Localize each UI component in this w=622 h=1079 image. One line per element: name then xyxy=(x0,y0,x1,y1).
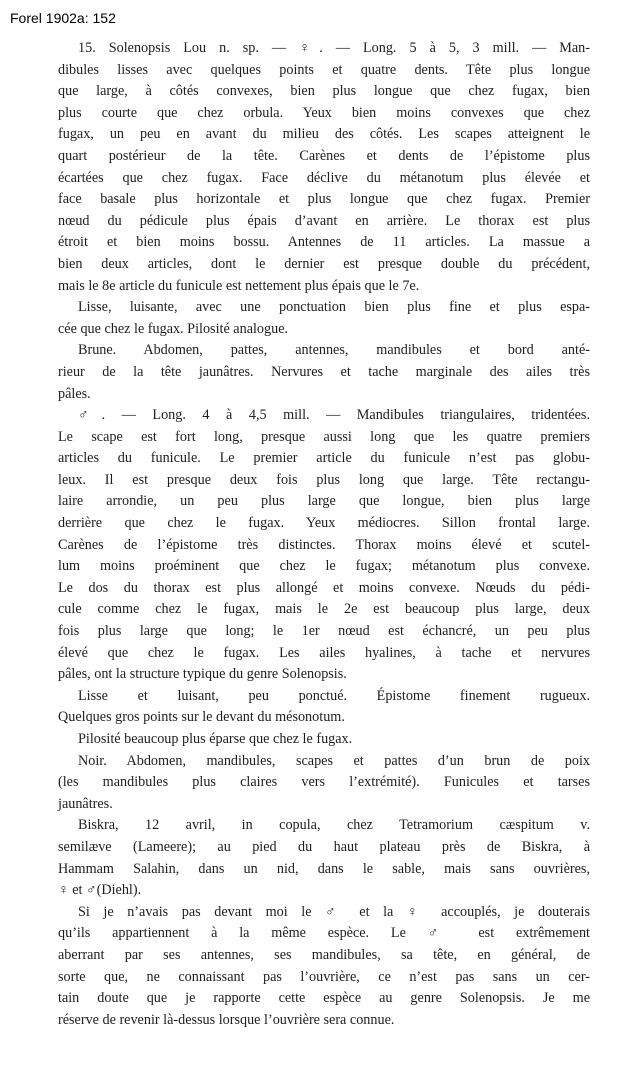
text-line: Le scape est fort long, presque aussi long que les quatre premiers xyxy=(58,428,590,445)
document-body xyxy=(58,38,590,1031)
text-line: écartées que chez fugax. Face déclive du métanotum plus élevée et xyxy=(58,169,590,186)
text-line: Biskra, 12 avril, in copula, chez Tetramorium cæspitum v. xyxy=(78,817,590,834)
text-line: laire arrondie, un peu plus large que longue, bien plus large xyxy=(58,493,590,510)
text-line: Si je n’avais pas devant moi le ♂ et la ♀ accouplés, je douterais xyxy=(78,903,590,920)
text-line: leux. Il est presque deux fois plus long que large. Tête rectangu- xyxy=(58,471,590,488)
text-line: qu’ils appartiennent à la même espèce. Le ♂ est extrêmement xyxy=(58,925,590,942)
text-line: réserve de revenir là-dessus lorsque l’ouvrière sera connue. xyxy=(58,1011,395,1028)
page-header: Forel 1902a: 152 xyxy=(10,10,116,26)
text-line: Lisse, luisante, avec une ponctuation bien plus fine et plus espa- xyxy=(78,299,590,316)
text-line: nœud du pédicule plus épais d’avant en arrière. Le thorax est plus xyxy=(58,212,590,229)
text-line: rieur de la tête jaunâtres. Nervures et tache marginale des ailes très xyxy=(58,363,590,380)
text-line: étroit et bien moins bossu. Antennes de 11 articles. La massue a xyxy=(58,234,590,251)
text-line: Lisse et luisant, peu ponctué. Épistome finement rugueux. xyxy=(78,687,590,704)
text-line: Quelques gros points sur le devant du mésonotum. xyxy=(58,709,345,726)
text-line: face basale plus horizontale et plus longue que chez fugax. Premier xyxy=(58,191,590,208)
text-line: semilæve (Lameere); au pied du haut plateau près de Biskra, à xyxy=(58,838,590,855)
text-line: dibules lisses avec quelques points et quatre dents. Tête plus longue xyxy=(58,61,590,78)
text-line: ♀ et ♂(Diehl). xyxy=(58,882,142,899)
text-line: derrière que chez le fugax. Yeux médiocres. Sillon frontal large. xyxy=(58,515,590,532)
text-line: élevé que chez le fugax. Les ailes hyalines, à tache et nervures xyxy=(58,644,590,661)
text-line: jaunâtres. xyxy=(58,795,113,812)
text-line: ♂. — Long. 4 à 4,5 mill. — Mandibules triangulaires, tridentées. xyxy=(78,407,590,424)
text-line: tain doute que je rapporte cette espèce au genre Solenopsis. Je me xyxy=(58,990,590,1007)
text-line: cée que chez le fugax. Pilosité analogue. xyxy=(58,320,289,337)
text-line: Le dos du thorax est plus allongé et moins convexe. Nœuds du pédi- xyxy=(58,579,590,596)
text-line: cule comme chez le fugax, mais le 2e est beaucoup plus large, deux xyxy=(58,601,590,618)
text-line: Pilosité beaucoup plus éparse que chez le fugax. xyxy=(78,731,353,747)
text-line: Hammam Salahin, dans un nid, dans le sable, mais sans ouvrières, xyxy=(58,860,590,877)
text-line: que large, à côtés convexes, bien plus longue que chez fugax, bien xyxy=(58,83,590,100)
text-line: lum moins proéminent que chez le fugax; métanotum plus convexe. xyxy=(58,558,590,575)
text-line: Noir. Abdomen, mandibules, scapes et pattes d’un brun de poix xyxy=(78,752,590,769)
text-line: Carènes de l’épistome très distinctes. Thorax moins élevé et scutel- xyxy=(58,536,590,553)
text-line: bien deux articles, dont le dernier est presque double du précédent, xyxy=(58,255,590,272)
text-line: Brune. Abdomen, pattes, antennes, mandibules et bord anté- xyxy=(78,342,590,359)
text-line: aberrant par ses antennes, ses mandibules, sa tête, en général, de xyxy=(58,946,590,963)
text-line: quart postérieur de la tête. Carènes et dents de l’épistome plus xyxy=(58,147,590,164)
text-line: articles du funicule. Le premier article du funicule n’est pas globu- xyxy=(58,450,590,467)
text-line: (les mandibules plus claires vers l’extrémité). Funicules et tarses xyxy=(58,774,590,791)
text-line: plus courte que chez orbula. Yeux bien moins convexes que chez xyxy=(58,104,590,121)
text-line: 15. Solenopsis Lou n. sp. — ♀. — Long. 5 à 5, 3 mill. — Man- xyxy=(78,40,590,56)
text-line: pâles. xyxy=(58,385,91,402)
text-line: fois plus large que long; le 1er nœud est échancré, un peu plus xyxy=(58,623,590,640)
text-line: pâles, ont la structure typique du genre Solenopsis. xyxy=(58,666,347,683)
text-line: fugax, un peu en avant du milieu des côtés. Les scapes atteignent le xyxy=(58,126,590,143)
text-line: sorte que, ne connaissant pas l’ouvrière, ce n’est pas sans un cer- xyxy=(58,968,590,985)
text-line: mais le 8e article du funicule est nettement plus épais que le 7e. xyxy=(58,277,420,294)
